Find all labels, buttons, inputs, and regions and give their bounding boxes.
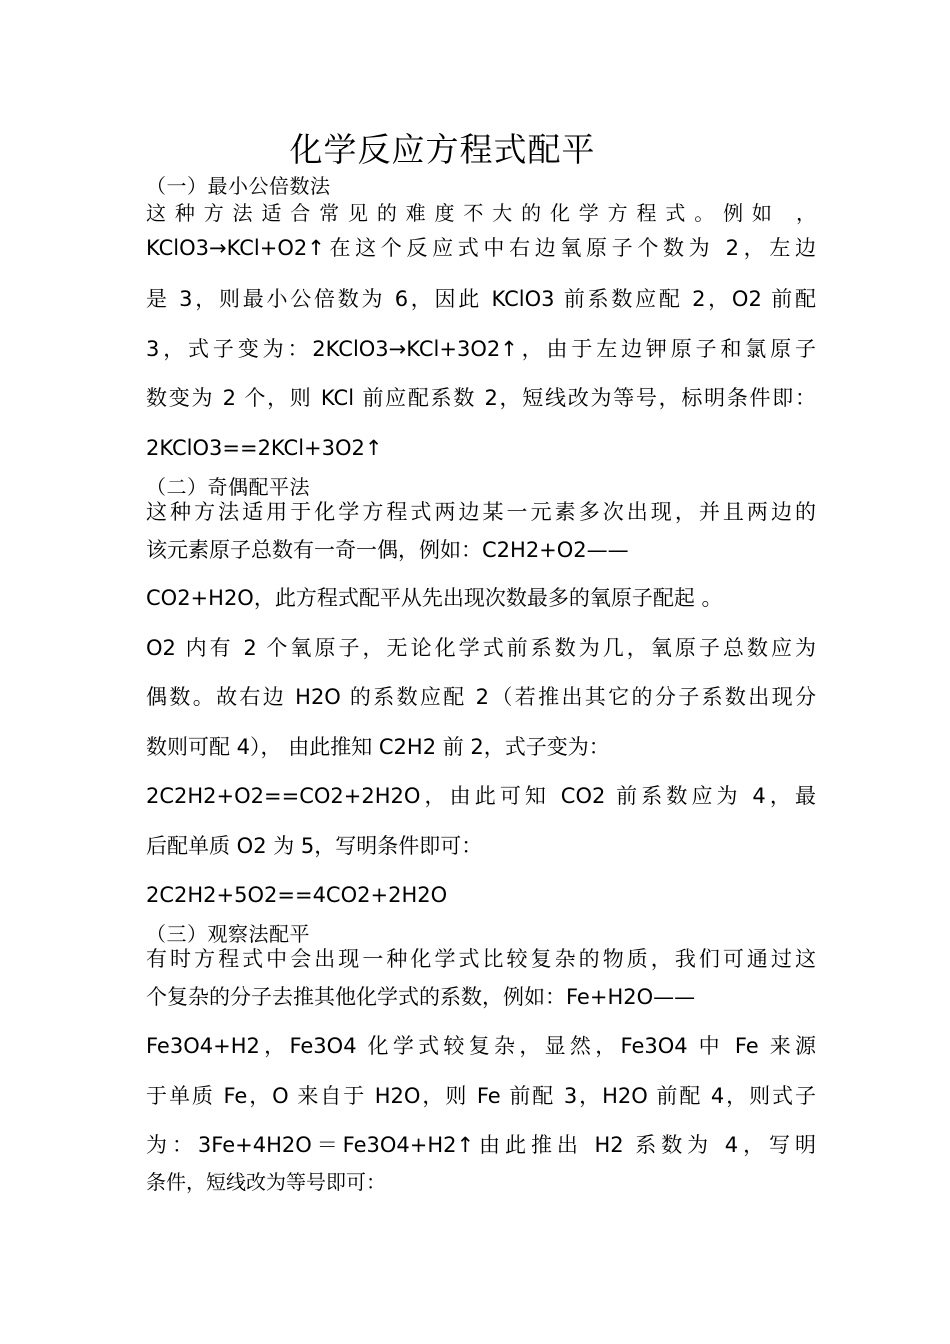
paragraph-line: 于单质 Fe，O 来自于 H2O，则 Fe 前配 3，H2O 前配 4，则式子 [146,1084,816,1108]
document-title: 化学反应方程式配平 [289,130,596,169]
section-heading-observation: （三）观察法配平 [146,922,310,946]
paragraph-line: 2C2H2+O2==CO2+2H2O，由此可知 CO2 前系数应为 4，最 [146,784,816,808]
paragraph-line: KClO3→KCl+O2↑在这个反应式中右边氧原子个数为 2，左边 [146,236,816,260]
paragraph-line: 为：3Fe+4H2O＝Fe3O4+H2↑由此推出 H2 系数为 4，写明 [146,1133,816,1157]
paragraph-line: Fe3O4+H2，Fe3O4 化学式较复杂，显然，Fe3O4 中 Fe 来源 [146,1034,816,1058]
section-heading-odd-even: （二）奇偶配平法 [146,475,310,499]
paragraph-line: 偶数。故右边 H2O 的系数应配 2（若推出其它的分子系数出现分 [146,685,816,709]
section-heading-lcm: （一）最小公倍数法 [146,174,331,198]
paragraph-line: 这种方法适合常见的难度不大的化学方程式。例如 ， [146,201,816,225]
equation-line: 2KClO3==2KCl+3O2↑ [146,436,383,460]
paragraph-line: 数变为 2 个，则 KCl 前应配系数 2，短线改为等号，标明条件即： [146,386,816,410]
paragraph-line: O2 内有 2 个氧原子，无论化学式前系数为几，氧原子总数应为 [146,636,816,660]
paragraph-line: 条件，短线改为等号即可： [146,1170,386,1194]
paragraph-line: 3，式子变为：2KClO3→KCl+3O2↑，由于左边钾原子和氯原子 [146,337,816,361]
paragraph-line: 这种方法适用于化学方程式两边某一元素多次出现，并且两边的 [146,500,816,524]
paragraph-line: 个复杂的分子去推其他化学式的系数，例如：Fe+H2O—— [146,985,696,1009]
paragraph-line: 是 3，则最小公倍数为 6，因此 KClO3 前系数应配 2，O2 前配 [146,287,816,311]
paragraph-line: 后配单质 O2 为 5，写明条件即可： [146,834,483,858]
paragraph-line: 有时方程式中会出现一种化学式比较复杂的物质，我们可通过这 [146,947,816,971]
paragraph-line: CO2+H2O，此方程式配平从先出现次数最多的氧原子配起 。 [146,586,723,610]
paragraph-line: 数则可配 4）， 由此推知 C2H2 前 2，式子变为： [146,735,610,759]
equation-line: 2C2H2+5O2==4CO2+2H2O [146,883,448,907]
paragraph-line: 该元素原子总数有一奇一偶，例如：C2H2+O2—— [146,538,629,562]
